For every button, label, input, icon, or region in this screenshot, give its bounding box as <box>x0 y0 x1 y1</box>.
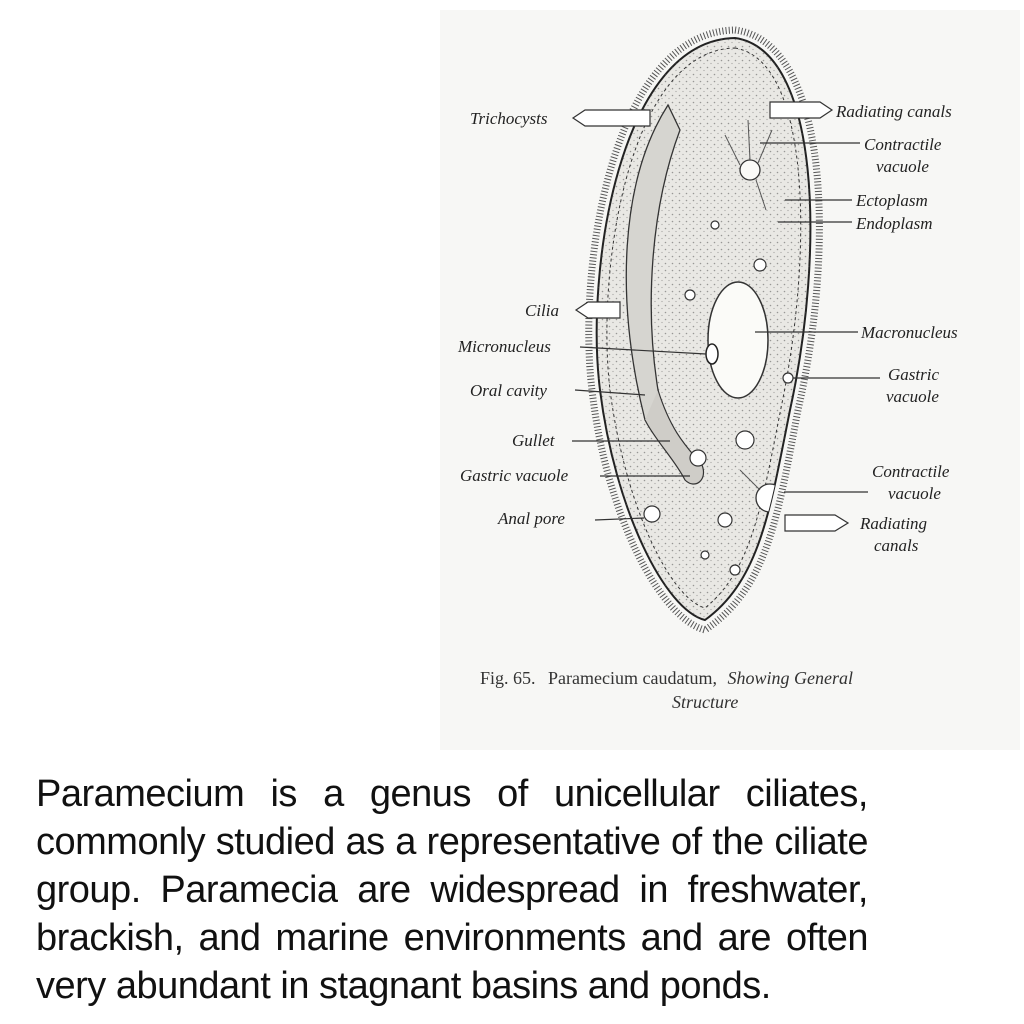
label-anal-pore: Anal pore <box>498 509 565 528</box>
label-oral-cavity: Oral cavity <box>470 381 547 400</box>
micronucleus <box>706 344 718 364</box>
label-macronucleus: Macronucleus <box>861 323 958 342</box>
label-ectoplasm: Ectoplasm <box>856 191 928 210</box>
label-radiating-canals-top: Radiating canals <box>836 102 952 121</box>
description-paragraph: Paramecium is a genus of unicellular ciliates, commonly studied as a representative of the ciliate group. Paramecia are widespread in freshwater, brackish, and marine environments and are often very abundant in stagnant basins and ponds. <box>36 773 868 1007</box>
caption-species: Paramecium caudatum, <box>548 668 717 688</box>
label-cilia: Cilia <box>525 301 560 320</box>
paramecium-figure <box>440 10 1020 750</box>
caption-fig-number: Fig. 65. <box>480 668 536 688</box>
label-contractile-vacuole-bottom-2: vacuole <box>888 484 941 503</box>
label-contractile-vacuole-bottom-1: Contractile <box>872 462 950 481</box>
caption-title-1: Showing General <box>727 668 853 688</box>
label-contractile-vacuole-top-2: vacuole <box>876 157 929 176</box>
label-gastric-vacuole-left: Gastric vacuole <box>460 466 569 485</box>
figure-caption-line-1 <box>480 668 853 688</box>
label-radiating-canals-bottom-1: Radiating <box>860 514 928 533</box>
label-trichocysts: Trichocysts <box>470 109 548 128</box>
label-contractile-vacuole-top-1: Contractile <box>864 135 942 154</box>
macronucleus <box>708 282 768 398</box>
label-gastric-vacuole-right-2: vacuole <box>886 387 939 406</box>
label-gullet: Gullet <box>512 431 555 450</box>
label-micronucleus: Micronucleus <box>458 337 551 356</box>
label-gastric-vacuole-right-1: Gastric <box>888 365 939 384</box>
label-radiating-canals-bottom-2: canals <box>874 536 919 555</box>
contractile-vacuole-top <box>740 160 760 180</box>
label-endoplasm: Endoplasm <box>856 214 933 233</box>
caption-title-2: Structure <box>672 692 739 712</box>
anal-pore <box>644 506 660 522</box>
